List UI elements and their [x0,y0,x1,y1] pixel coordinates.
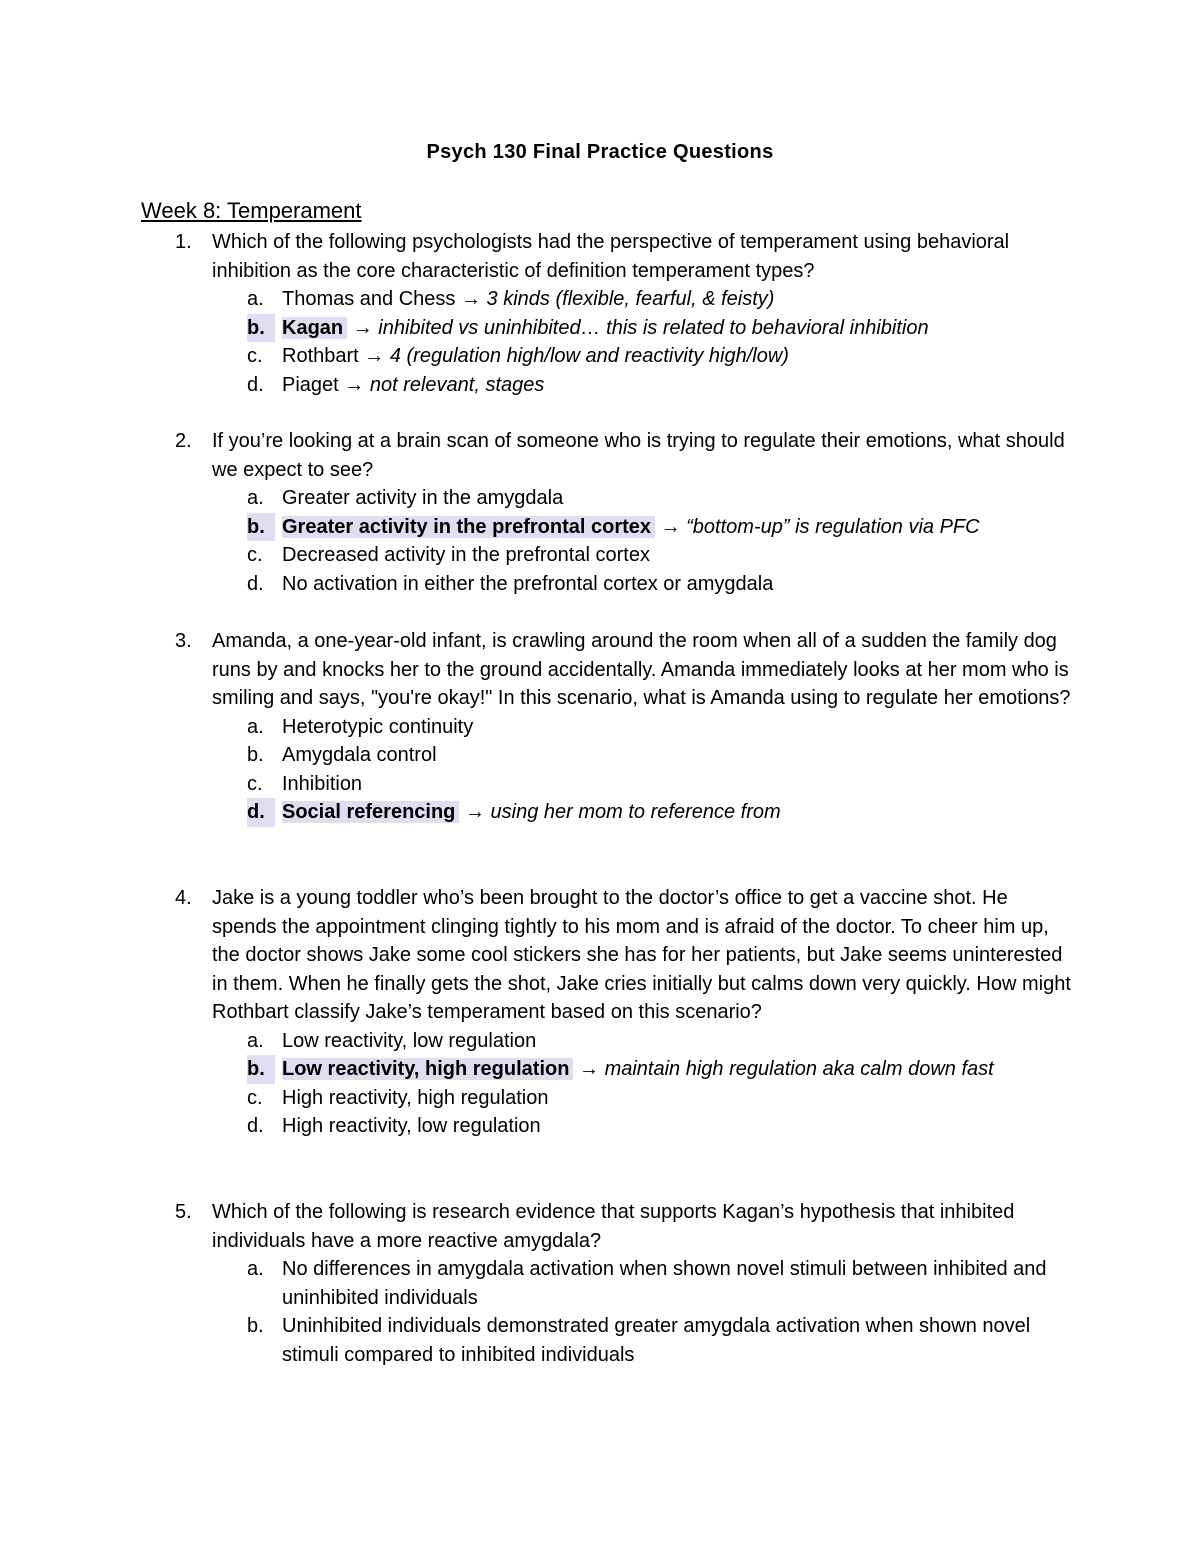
option-note: inhibited vs uninhibited… this is related to behavioral inhibition [378,316,929,339]
option-note: 3 kinds (flexible, fearful, & feisty) [486,288,775,310]
option-text: Piaget [282,373,339,396]
arrow-icon: → [364,345,385,367]
arrow-icon: → [464,801,485,823]
option-letter: d. [247,373,264,396]
option-text: Rothbart [282,345,359,367]
question-stem [175,1198,1075,1255]
answer-option [175,1312,1075,1369]
option-letter: c. [247,544,263,566]
question-4 [175,884,1075,1141]
question-text: Which of the following psychologists had the perspective of temperament using behavioral inhibition as the core characteristic of definition temperament types? [212,231,1010,282]
option-text: Low reactivity, high regulation [282,1058,573,1080]
answer-option [175,1255,1075,1312]
question-stem [175,627,1075,713]
option-text: Greater activity in the prefrontal cortex [282,516,655,538]
answer-options [175,285,1075,399]
answer-options [175,1027,1075,1141]
question-text: If you’re looking at a brain scan of someone who is trying to regulate their emotions, what should we expect to see? [212,430,1065,481]
answer-option [175,342,1075,371]
answer-option-correct [175,1055,1075,1084]
option-letter: b. [247,1315,264,1337]
question-stem [175,228,1075,285]
answer-option-correct [175,798,1075,827]
option-letter: d. [247,572,264,595]
option-letter: a. [247,715,264,738]
question-number: 3. [175,630,192,652]
answer-option [175,1084,1075,1113]
answer-option [175,570,1075,599]
answer-option [175,770,1075,799]
option-text: High reactivity, high regulation [282,1086,549,1109]
question-2 [175,427,1075,598]
answer-option-correct [175,513,1075,542]
arrow-icon: → [660,515,681,538]
answer-option [175,285,1075,314]
option-letter: a. [247,1029,264,1052]
answer-option [175,371,1075,400]
option-text: Thomas and Chess [282,288,456,310]
option-letter: b. [247,513,275,542]
section-heading: Week 8: Temperament [141,198,362,223]
question-5 [175,1198,1075,1369]
option-text: Social referencing [282,801,459,823]
option-text: Amygdala control [282,744,437,766]
option-letter: c. [247,345,263,367]
arrow-icon: → [352,316,373,339]
option-letter: b. [247,744,264,766]
option-letter: b. [247,314,275,343]
option-note: using her mom to reference from [490,801,781,823]
option-letter: c. [247,1086,263,1109]
option-letter: d. [247,798,275,827]
option-letter: a. [247,1258,264,1280]
option-text: No differences in amygdala activation when shown novel stimuli between inhibited and uninhibited individuals [282,1258,1047,1309]
answer-option-correct [175,314,1075,343]
question-stem [175,884,1075,1027]
option-text: No activation in either the prefrontal cortex or amygdala [282,572,774,595]
option-letter: a. [247,288,264,310]
answer-options [175,713,1075,827]
question-text: Amanda, a one-year-old infant, is crawling around the room when all of a sudden the family dog runs by and knocks her to the ground accidentally. Amanda immediately looks at her mom who is smiling and says, "you're okay!" In this scenario, what is Amanda using to regulate her emotions? [212,630,1071,709]
option-note: “bottom-up” is regulation via PFC [686,515,980,538]
option-note: 4 (regulation high/low and reactivity high/low) [389,345,789,367]
answer-option [175,741,1075,770]
option-text: Decreased activity in the prefrontal cortex [282,544,650,566]
answer-options [175,484,1075,598]
question-1 [175,228,1075,399]
question-number: 5. [175,1201,192,1223]
option-note: maintain high regulation aka calm down fast [604,1058,994,1080]
option-text: High reactivity, low regulation [282,1115,541,1137]
question-text: Which of the following is research evidence that supports Kagan’s hypothesis that inhibited individuals have a more reactive amygdala? [212,1201,1015,1252]
option-text: Uninhibited individuals demonstrated greater amygdala activation when shown novel stimuli compared to inhibited individuals [282,1315,1031,1366]
answer-option [175,1027,1075,1056]
option-letter: c. [247,772,263,795]
arrow-icon: → [579,1058,600,1080]
question-number: 4. [175,887,192,909]
option-text: Heterotypic continuity [282,715,474,738]
option-text: Kagan [282,317,347,339]
arrow-icon: → [460,288,481,310]
option-text: Inhibition [282,772,363,795]
option-note: not relevant, stages [369,373,545,396]
answer-option [175,1112,1075,1141]
option-letter: d. [247,1115,264,1137]
answer-options [175,1255,1075,1369]
option-text: Low reactivity, low regulation [282,1029,537,1052]
answer-option [175,484,1075,513]
option-text: Greater activity in the amygdala [282,487,564,509]
question-number: 1. [175,231,192,253]
question-3 [175,627,1075,827]
answer-option [175,541,1075,570]
arrow-icon: → [344,373,365,396]
question-number: 2. [175,430,192,452]
question-stem [175,427,1075,484]
answer-option [175,713,1075,742]
option-letter: b. [247,1055,275,1084]
option-letter: a. [247,487,264,509]
question-text: Jake is a young toddler who’s been brought to the doctor’s office to get a vaccine shot. He spends the appointment clinging tightly to his mom and is afraid of the doctor. To cheer him up, the doctor shows Jake some cool stickers she has for her patients, but Jake seems uninterested in them. When he finally gets the shot, Jake cries initially but calms down very quickly. How might Rothbart classify Jake’s temperament based on this scenario? [212,887,1071,1023]
document-title: Psych 130 Final Practice Questions [426,141,774,163]
